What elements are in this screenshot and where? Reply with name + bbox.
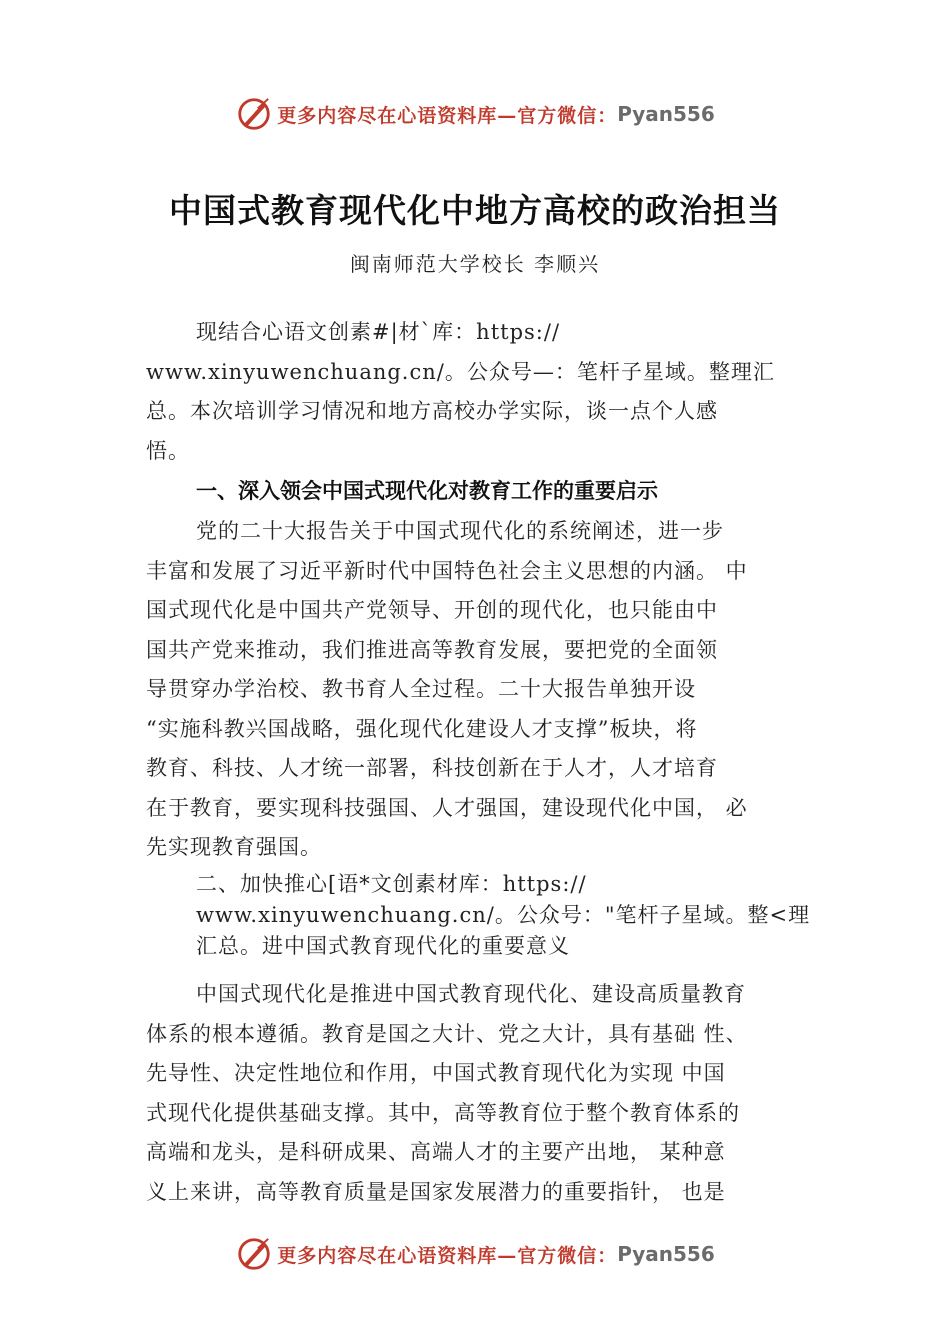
watermark-text: 更多内容尽在心语资料库—官方微信： xyxy=(277,1244,618,1267)
text-line: “实施科教兴国战略，强化现代化建设人才支撑”板块，将 xyxy=(146,716,698,741)
text-line: www.xinyuwenchuang.cn/。公众号—：笔杆子星域。整理汇 xyxy=(146,359,775,384)
text-line: 导贯穿办学治校、教书育人全过程。二十大报告单独开设 xyxy=(146,677,696,701)
text-line: 教育、科技、人才统一部署，科技创新在于人才，人才培育 xyxy=(146,756,718,780)
watermark-banner-bottom xyxy=(0,1232,950,1276)
logo-pen-icon xyxy=(235,1235,273,1273)
logo-pen-icon xyxy=(235,95,273,133)
heading-line: 汇总。进中国式教育现代化的重要意义 xyxy=(196,934,570,958)
text-line: 国共产党来推动，我们推进高等教育发展，要把党的全面领 xyxy=(146,637,718,662)
text-line: 中国式现代化是推进中国式教育现代化、建设高质量教育 xyxy=(196,982,746,1006)
text-line: 高端和龙头，是科研成果、高端人才的主要产出地， 某种意 xyxy=(146,1140,726,1164)
text-line: 总。本次培训学习情况和地方高校办学实际，谈一点个人感 xyxy=(146,399,718,423)
text-line: 党的二十大报告关于中国式现代化的系统阐述，进一步 xyxy=(196,519,724,543)
paragraph-intro xyxy=(146,313,836,471)
text-line: 在于教育，要实现科技强国、人才强国，建设现代化中国， 必 xyxy=(146,795,748,820)
text-line: 式现代化提供基础支撑。其中，高等教育位于整个教育体系的 xyxy=(146,1100,740,1125)
text-line: 国式现代化是中国共产党领导、开创的现代化，也只能由中 xyxy=(146,598,718,622)
text-line: 丰富和发展了习近平新时代中国特色社会主义思想的内涵。 中 xyxy=(146,558,748,583)
text-line: 义上来讲，高等教育质量是国家发展潜力的重要指针， 也是 xyxy=(146,1179,726,1204)
text-line: 先导性、决定性地位和作用，中国式教育现代化为实现 中国 xyxy=(146,1061,726,1085)
document-author: 闽南师范大学校长 李顺兴 xyxy=(349,252,601,276)
heading-line: www.xinyuwenchuang.cn/。公众号："笔杆子星域。整<理 xyxy=(196,903,811,927)
text-line: 悟。 xyxy=(146,438,190,463)
paragraph-section-1 xyxy=(146,512,836,868)
watermark-wechat-id: Pyan556 xyxy=(617,102,715,126)
text-line: 先实现教育强国。 xyxy=(146,835,322,859)
watermark-banner-top xyxy=(0,92,950,136)
text-line: 现结合心语文创素#|材`库：https:// xyxy=(196,320,561,344)
document-title: 中国式教育现代化中地方高校的政治担当 xyxy=(169,191,781,230)
text-line: 体系的根本遵循。教育是国之大计、党之大计，具有基础 性、 xyxy=(146,1021,748,1046)
section-heading-2 xyxy=(196,869,836,962)
paragraph-section-2 xyxy=(146,975,836,1212)
heading-line: 二、加快推心[语*文创素材库：https:// xyxy=(196,872,587,896)
watermark-wechat-id: Pyan556 xyxy=(617,1242,715,1266)
section-heading-1: 一、深入领会中国式现代化对教育工作的重要启示 xyxy=(196,479,658,503)
watermark-text: 更多内容尽在心语资料库—官方微信： xyxy=(277,104,618,127)
